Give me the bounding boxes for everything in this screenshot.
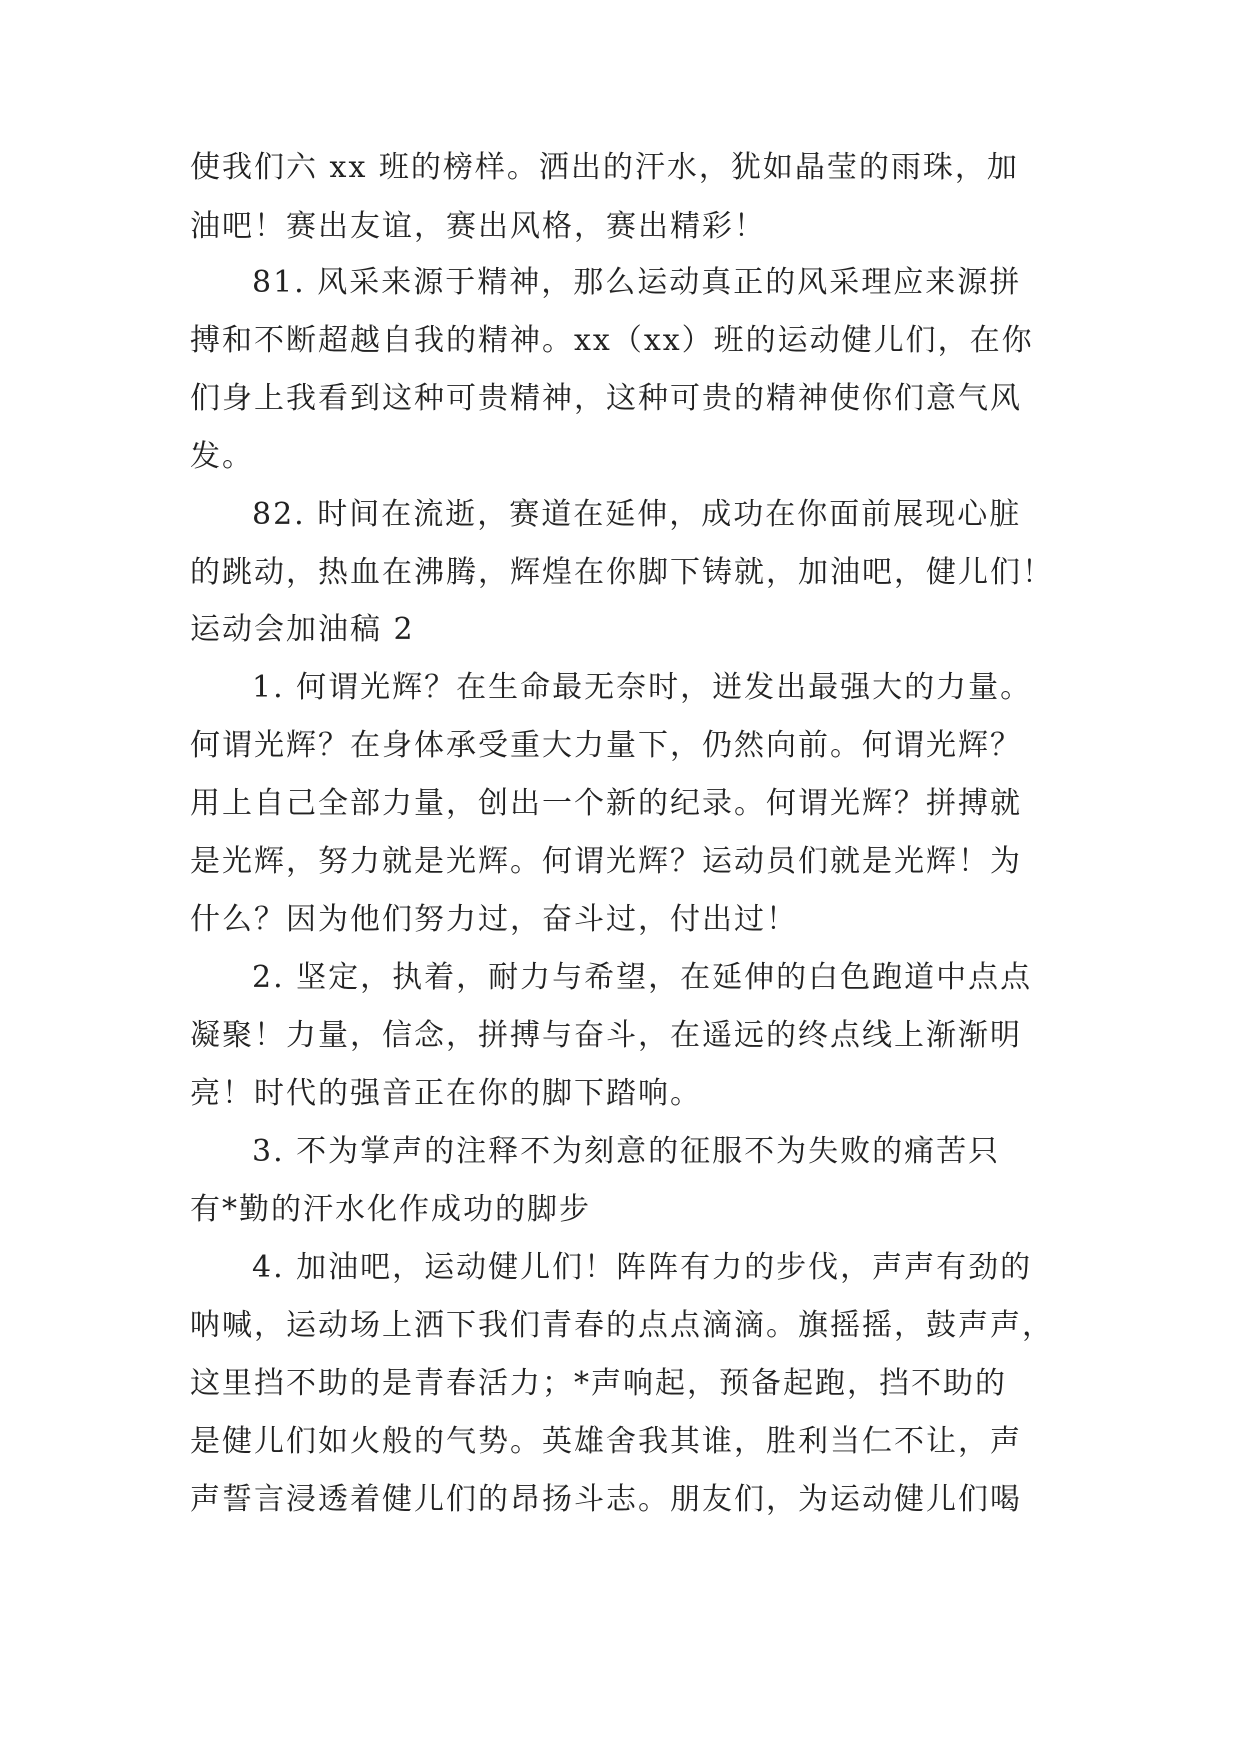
text-line: 4. 加油吧，运动健儿们！阵阵有力的步伐，声声有劲的 — [252, 1250, 1033, 1285]
text-line: 用上自己全部力量，创出一个新的纪录。何谓光辉？拼搏就 — [190, 786, 1022, 821]
text-line: 凝聚！力量，信念，拼搏与奋斗，在遥远的终点线上渐渐明 — [190, 1018, 1022, 1053]
text-line: 什么？因为他们努力过，奋斗过，付出过！ — [190, 902, 798, 937]
text-line: 搏和不断超越自我的精神。xx（xx）班的运动健儿们，在你 — [190, 323, 1034, 358]
text-line: 82. 时间在流逝，赛道在延伸，成功在你面前展现心脏 — [252, 497, 1022, 532]
text-line: 使我们六 xx 班的榜样。洒出的汗水，犹如晶莹的雨珠，加 — [190, 150, 1019, 185]
text-line: 有*勤的汗水化作成功的脚步 — [190, 1192, 591, 1227]
text-line: 81. 风采来源于精神，那么运动真正的风采理应来源拼 — [252, 265, 1022, 300]
text-line: 油吧！赛出友谊，赛出风格，赛出精彩！ — [190, 209, 766, 244]
section-heading: 运动会加油稿 2 — [190, 612, 415, 647]
text-line: 何谓光辉？在身体承受重大力量下，仍然向前。何谓光辉？ — [190, 728, 1022, 763]
text-line: 这里挡不助的是青春活力；*声响起，预备起跑，挡不助的 — [190, 1366, 1007, 1401]
text-line: 2. 坚定，执着，耐力与希望，在延伸的白色跑道中点点 — [252, 960, 1033, 995]
text-line: 的跳动，热血在沸腾，辉煌在你脚下铸就，加油吧，健儿们！ — [190, 555, 1054, 590]
text-line: 是健儿们如火般的气势。英雄舍我其谁，胜利当仁不让，声 — [190, 1424, 1022, 1459]
text-line: 是光辉，努力就是光辉。何谓光辉？运动员们就是光辉！为 — [190, 844, 1022, 879]
text-line: 亮！时代的强音正在你的脚下踏响。 — [190, 1076, 702, 1111]
text-line: 声誓言浸透着健儿们的昂扬斗志。朋友们，为运动健儿们喝 — [190, 1482, 1022, 1517]
text-line: 1. 何谓光辉？在生命最无奈时，迸发出最强大的力量。 — [252, 670, 1033, 705]
text-line: 发。 — [190, 439, 254, 474]
text-line: 们身上我看到这种可贵精神，这种可贵的精神使你们意气风 — [190, 381, 1022, 416]
text-line: 3. 不为掌声的注释不为刻意的征服不为失败的痛苦只 — [252, 1134, 1001, 1169]
text-line: 呐喊，运动场上洒下我们青春的点点滴滴。旗摇摇，鼓声声， — [190, 1308, 1054, 1343]
